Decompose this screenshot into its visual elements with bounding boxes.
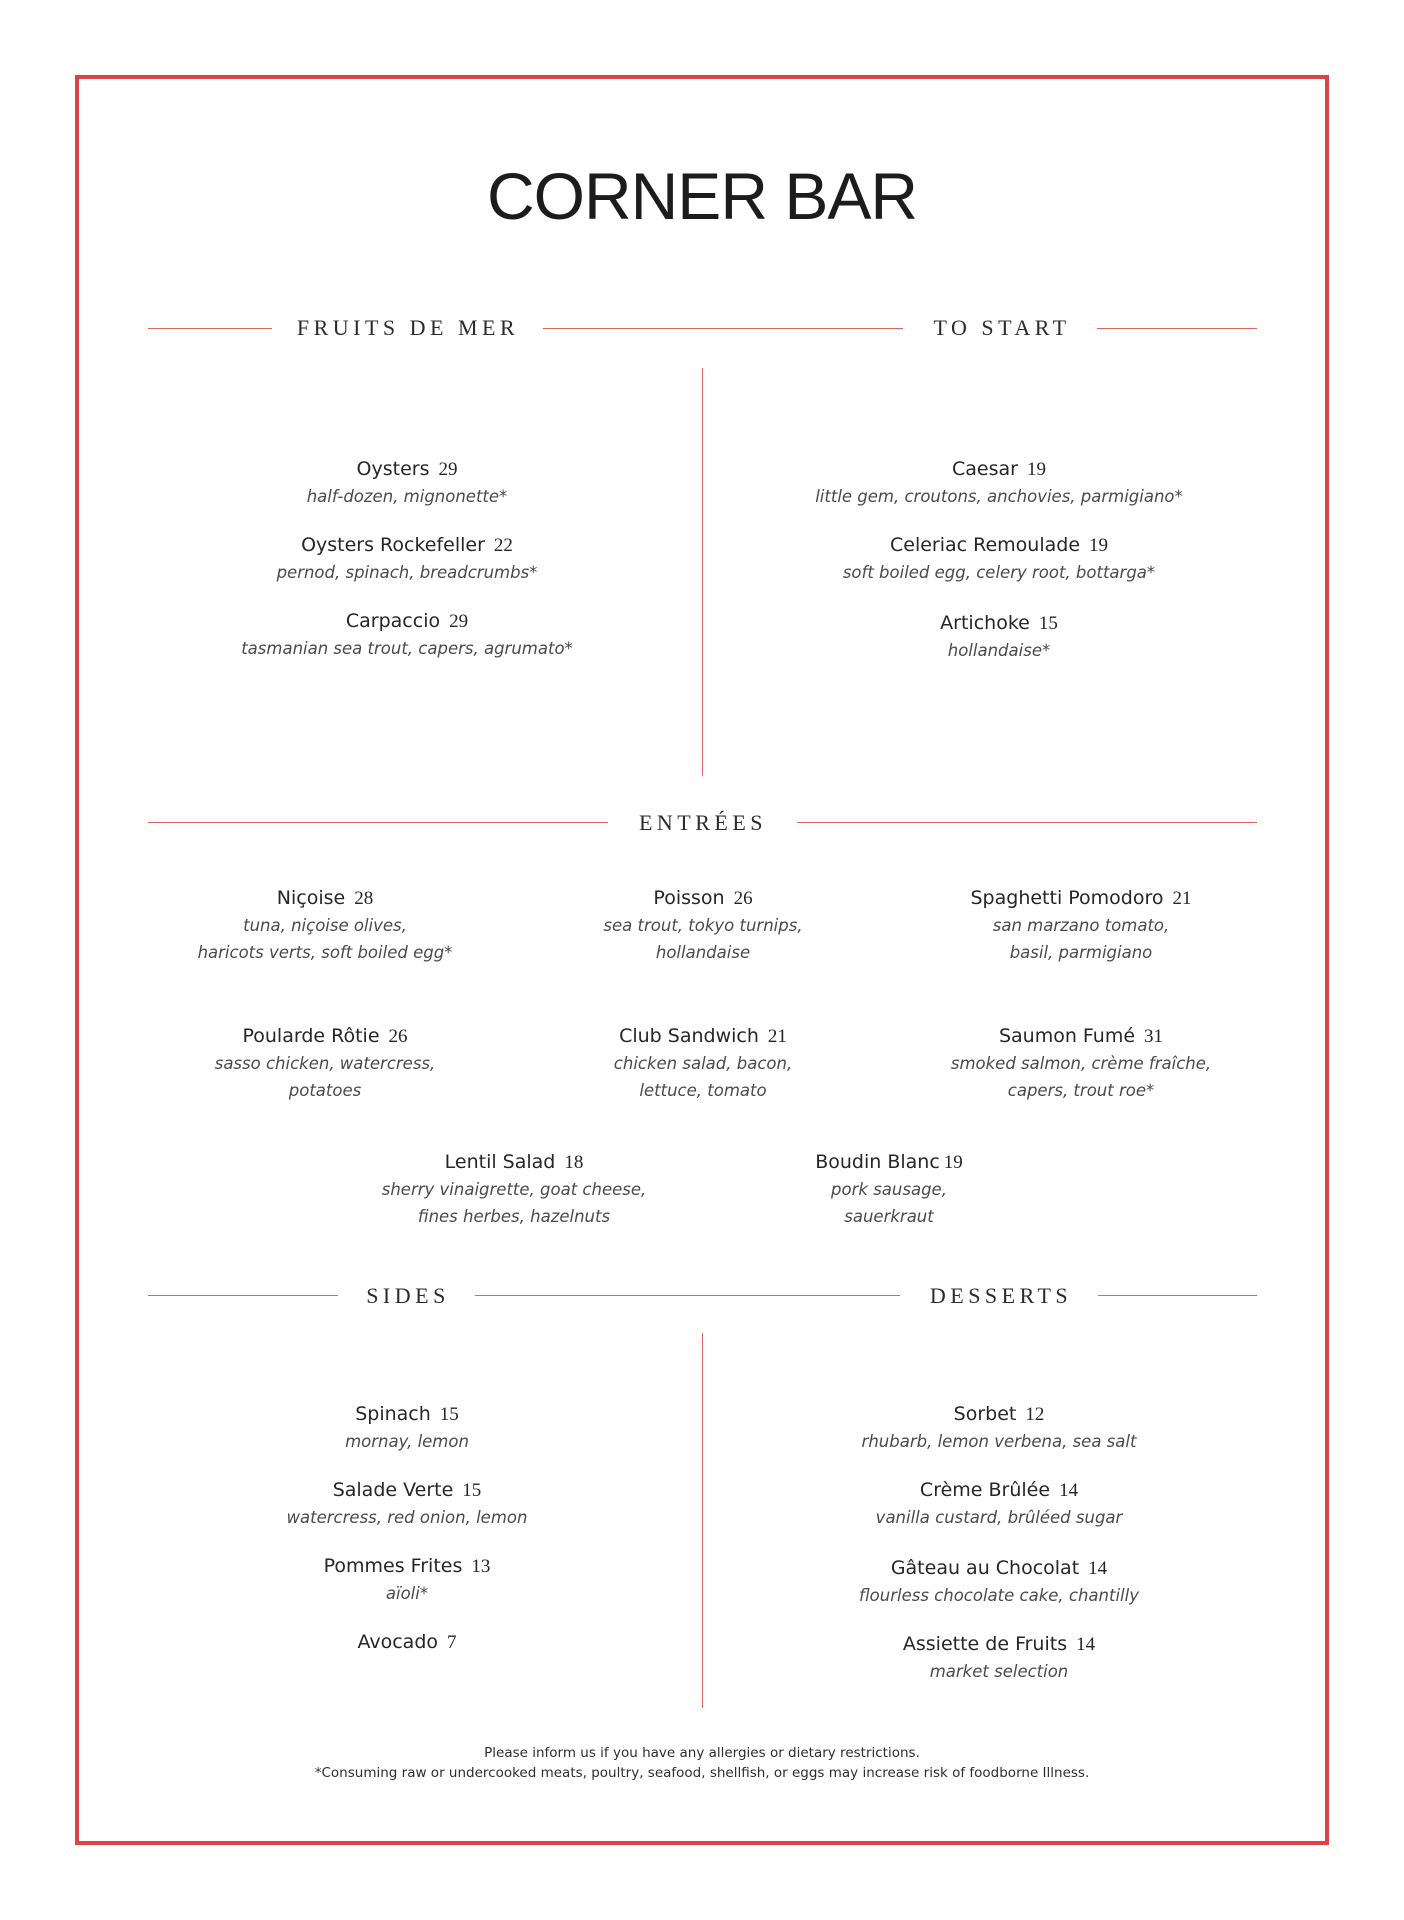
divider-line	[148, 1295, 338, 1296]
menu-item-poisson	[603, 885, 802, 966]
item-price: 21	[1172, 888, 1192, 909]
item-price: 18	[564, 1152, 584, 1173]
item-price: 22	[493, 535, 513, 556]
item-name: Artichoke	[940, 612, 1030, 634]
divider-line	[797, 822, 1257, 823]
menu-item-celeriac-remoulade	[843, 532, 1155, 586]
item-price: 15	[1038, 613, 1058, 634]
item-price: 7	[447, 1632, 457, 1653]
item-price: 15	[439, 1404, 459, 1425]
item-description: market selection	[929, 1662, 1069, 1681]
item-name: Saumon Fumé	[998, 1025, 1136, 1047]
item-name: Oysters Rockefeller	[301, 534, 485, 556]
item-name: Carpaccio	[345, 610, 441, 632]
item-description: watercress, red onion, lemon	[286, 1508, 528, 1527]
item-price: 19	[1089, 535, 1109, 556]
item-description: san marzano tomato,	[992, 916, 1170, 935]
item-description: rhubarb, lemon verbena, sea salt	[861, 1432, 1137, 1451]
menu-item-gateau-au-chocolat	[859, 1555, 1139, 1609]
item-name: Sorbet	[953, 1403, 1017, 1425]
divider-line	[1098, 1295, 1257, 1296]
menu-item-sorbet	[862, 1401, 1137, 1455]
item-name: Gâteau au Chocolat	[890, 1557, 1080, 1579]
menu-item-spaghetti-pomodoro	[970, 885, 1191, 966]
menu-item-caesar	[815, 456, 1183, 510]
item-description: sauerkraut	[844, 1207, 934, 1226]
item-description: chicken salad, bacon,	[613, 1054, 793, 1073]
section-title-fruits-de-mer: FRUITS DE MER	[296, 315, 520, 340]
item-description: mornay, lemon	[345, 1432, 469, 1451]
item-description: pernod, spinach, breadcrumbs*	[276, 563, 538, 582]
item-price: 29	[438, 459, 458, 480]
column-divider	[702, 1333, 703, 1708]
menu-item-pommes-frites	[324, 1553, 491, 1607]
menu-item-oysters	[307, 456, 508, 510]
item-price: 14	[1076, 1634, 1096, 1655]
item-price: 28	[354, 888, 374, 909]
menu-item-poularde-rotie	[215, 1023, 436, 1104]
menu-item-salade-verte	[287, 1477, 528, 1531]
restaurant-name: CORNER BAR	[486, 159, 918, 233]
divider-line	[475, 1295, 900, 1296]
menu-item-boudin-blanc	[815, 1149, 963, 1230]
item-description: hollandaise*	[947, 641, 1051, 660]
item-name: Niçoise	[276, 887, 346, 909]
item-price: 12	[1025, 1404, 1045, 1425]
item-name: Poularde Rôtie	[242, 1025, 380, 1047]
item-price: 19	[943, 1152, 963, 1173]
item-price: 31	[1144, 1026, 1164, 1047]
menu-item-creme-brulee	[876, 1477, 1123, 1531]
item-price: 26	[733, 888, 753, 909]
allergy-notice: Please inform us if you have any allergies or dietary restrictions.	[484, 1745, 920, 1761]
item-price: 14	[1088, 1558, 1108, 1579]
item-price: 29	[449, 611, 469, 632]
item-description: little gem, croutons, anchovies, parmigiano*	[815, 487, 1183, 506]
consumption-warning: *Consuming raw or undercooked meats, poultry, seafood, shellfish, or eggs may increase risk of foodborne Illness.	[314, 1765, 1090, 1781]
item-name: Salade Verte	[332, 1479, 454, 1501]
item-description: capers, trout roe*	[1007, 1081, 1155, 1100]
item-name: Boudin Blanc	[815, 1151, 940, 1173]
divider-line	[1097, 328, 1257, 329]
menu-item-spinach	[345, 1401, 469, 1455]
item-price: 21	[767, 1026, 787, 1047]
item-name: Poisson	[653, 887, 725, 909]
item-description: pork sausage,	[831, 1180, 947, 1199]
item-name: Oysters	[356, 458, 430, 480]
item-description: sea trout, tokyo turnips,	[603, 916, 803, 935]
item-description: lettuce, tomato	[639, 1081, 767, 1100]
item-name: Caesar	[952, 458, 1018, 480]
menu-item-lentil-salad	[382, 1149, 647, 1230]
column-divider	[702, 368, 703, 776]
item-name: Avocado	[357, 1631, 439, 1653]
item-description: tasmanian sea trout, capers, agrumato*	[241, 639, 573, 658]
item-name: Celeriac Remoulade	[889, 534, 1081, 556]
item-price: 15	[462, 1480, 482, 1501]
item-name: Spinach	[355, 1403, 431, 1425]
item-description: fines herbes, hazelnuts	[417, 1207, 611, 1226]
item-name: Assiette de Fruits	[902, 1633, 1068, 1655]
item-description: vanilla custard, brûléed sugar	[875, 1508, 1123, 1527]
item-price: 26	[388, 1026, 408, 1047]
menu-item-assiette-de-fruits	[903, 1631, 1095, 1685]
item-description: soft boiled egg, celery root, bottarga*	[842, 563, 1156, 582]
item-description: smoked salmon, crème fraîche,	[950, 1054, 1212, 1073]
menu-item-artichoke	[940, 610, 1058, 664]
item-name: Club Sandwich	[619, 1025, 759, 1047]
item-description: tuna, niçoise olives,	[243, 916, 407, 935]
item-price: 14	[1059, 1480, 1079, 1501]
section-title-sides: SIDES	[366, 1283, 450, 1308]
divider-line	[543, 328, 903, 329]
item-name: Pommes Frites	[323, 1555, 463, 1577]
menu-item-club-sandwich	[614, 1023, 792, 1104]
item-description: basil, parmigiano	[1009, 943, 1153, 962]
item-description: sherry vinaigrette, goat cheese,	[381, 1180, 647, 1199]
divider-line	[148, 822, 608, 823]
item-name: Spaghetti Pomodoro	[970, 887, 1164, 909]
item-description: aïoli*	[385, 1584, 429, 1603]
item-description: haricots verts, soft boiled egg*	[197, 943, 453, 962]
item-description: sasso chicken, watercress,	[214, 1054, 436, 1073]
menu-item-saumon-fume	[951, 1023, 1211, 1104]
item-description: hollandaise	[655, 943, 751, 962]
divider-line	[148, 328, 272, 329]
item-name: Lentil Salad	[444, 1151, 556, 1173]
menu-item-avocado	[357, 1629, 456, 1656]
item-price: 13	[471, 1556, 491, 1577]
item-name: Crème Brûlée	[919, 1479, 1051, 1501]
item-description: flourless chocolate cake, chantilly	[859, 1586, 1139, 1605]
section-title-entrees: ENTRÉES	[638, 810, 768, 835]
menu-item-oysters-rockefeller	[277, 532, 538, 586]
item-description: potatoes	[288, 1081, 362, 1100]
section-title-to-start: TO START	[933, 315, 1071, 340]
item-price: 19	[1026, 459, 1046, 480]
menu-item-carpaccio	[241, 608, 573, 662]
section-title-desserts: DESSERTS	[929, 1283, 1073, 1308]
item-description: half-dozen, mignonette*	[306, 487, 508, 506]
menu-item-nicoise	[198, 885, 453, 966]
